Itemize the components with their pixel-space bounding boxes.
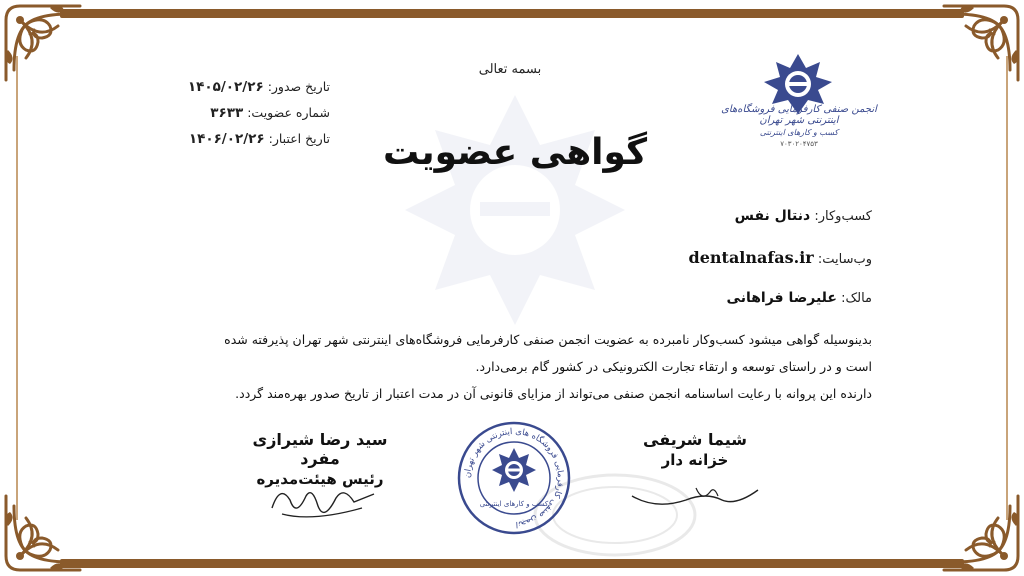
seal-inner-text: کسب و کارهای اینترنتی xyxy=(479,500,549,508)
basmala-text: بسمه تعالی xyxy=(478,62,542,77)
watermark-emblem-icon xyxy=(400,90,630,360)
expiry-date-label: تاریخ اعتبار: xyxy=(268,131,330,146)
issue-date-value: ۱۴۰۵/۰۲/۲۶ xyxy=(187,79,264,95)
seal-ring-text: انجمن صنفی کارفرمایی فروشگاه های اینترنتی شهر تهران xyxy=(462,426,566,529)
business-field xyxy=(735,208,872,224)
frame-right-border xyxy=(1006,56,1008,520)
certificate-meta xyxy=(150,74,330,152)
body-line: دارنده این پروانه با رعایت اساسنامه انجمن صنفی می‌تواند از مزایای قانونی آن در مدت اعتبار از تاریخ صدور بهره‌مند گردد. xyxy=(235,386,872,401)
frame-top-border xyxy=(60,9,964,18)
body-line: بدینوسیله گواهی میشود کسب‌وکار نامبرده به عضویت انجمن صنفی کارفرمایی فروشگاه‌های اینترنتی شهر تهران پذیرفته شده xyxy=(224,332,872,347)
membership-number-row xyxy=(150,100,330,126)
business-value: دنتال نفس xyxy=(734,208,811,224)
logo-number: ۷۰۳۰۲۰۴۷۵۳ xyxy=(780,140,818,148)
treasurer-role: خزانه دار xyxy=(661,451,729,469)
corner-ornament-icon xyxy=(0,0,86,86)
website-field xyxy=(689,248,872,267)
expiry-date-row xyxy=(150,126,330,152)
signature-scribble-icon xyxy=(626,470,766,510)
business-label: کسب‌وکار: xyxy=(814,209,872,224)
official-seal-icon xyxy=(456,420,572,536)
issue-date-row xyxy=(150,74,330,100)
chairman-name: سید رضا شیرازی مفرد xyxy=(252,430,388,468)
frame-left-border xyxy=(16,56,18,520)
treasurer-signature-block xyxy=(620,430,770,469)
certificate-body xyxy=(160,326,872,407)
owner-label: مالک: xyxy=(841,291,872,306)
owner-field xyxy=(727,290,872,306)
association-logo-text xyxy=(714,104,884,148)
corner-ornament-icon xyxy=(0,490,86,576)
certificate-title: گواهی عضویت xyxy=(382,132,648,173)
membership-number-value: ۳۶۳۳ xyxy=(210,105,244,121)
signature-scribble-icon xyxy=(262,478,382,524)
logo-subtitle: کسب و کارهای اینترنتی xyxy=(759,128,839,137)
owner-value: علیرضا فراهانی xyxy=(726,290,837,306)
membership-number-label: شماره عضویت: xyxy=(247,105,330,120)
website-label: وب‌سایت: xyxy=(817,252,872,267)
corner-ornament-icon xyxy=(938,490,1024,576)
website-value: dentalnafas.ir xyxy=(688,248,814,267)
corner-ornament-icon xyxy=(938,0,1024,86)
frame-bottom-border xyxy=(60,559,964,568)
expiry-date-value: ۱۴۰۶/۰۲/۲۶ xyxy=(188,131,265,147)
body-line: است و در راستای توسعه و ارتقاء تجارت الکترونیکی در کشور گام برمی‌دارد. xyxy=(475,359,872,374)
issue-date-label: تاریخ صدور: xyxy=(267,79,330,94)
chairman-role: رئیس هیئت‌مدیره xyxy=(256,470,384,488)
logo-association-name: انجمن صنفی کارفرمایی فروشگاه‌های اینترنتی شهر تهران xyxy=(721,104,877,126)
treasurer-name: شیما شریفی xyxy=(643,430,747,449)
